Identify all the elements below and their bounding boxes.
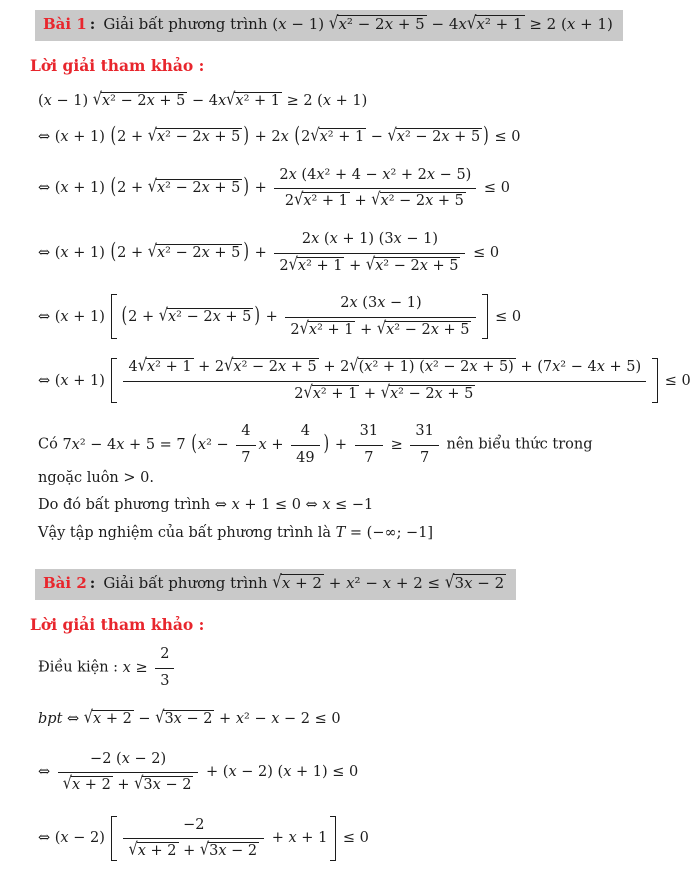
math-segment: ⇔ (x + 1) (2 + √x² − 2x + 5 ) + $\frac{2x (3x - 1)}{\text{2√x² + 1 + √x² − 2x + 5}}$ ≤ 0 [38,295,522,339]
math-line [38,815,614,862]
math-segment: ⇔ (x + 1) (2 + √x² − 2x + 5 ) + $\frac{2x (x + 1) (3x - 1)}{\text{2√x² + 1 + √x² − 2x + 5}}$ ≤ 0 [38,231,500,274]
math-line [38,92,614,112]
math-segment: x ≥ $\frac{2}{3}$ [123,660,178,676]
math-line [38,124,614,149]
text-segment: Vậy tập nghiệm của bất phương trình là [38,524,336,541]
math-segment: ⇔ (x − 2) $\frac{-2}{√x + 2 + √3x - 2}$ + x + 1 ≤ 0 [38,816,369,860]
text-segment: nên biểu thức trong ngoặc luôn > 0. [38,436,593,486]
problem-1-intro: Giải bất phương trình [103,15,268,33]
math-line [38,293,614,340]
problem-1-section [30,10,691,543]
math-segment: (x − 1) √x² − 2x + 5 − 4x√x² + 1 ≥ 2 (x + 1) [38,90,368,110]
math-line [38,496,614,516]
math-line [38,749,614,796]
problem-1-separator: : [89,15,96,33]
text-segment: Điều kiện : [38,659,123,676]
math-line [38,229,614,276]
math-segment: 7x² − 4x + 5 = 7 (x² − $\frac{4}{7}$ x + $\frac{4}{49}$ ) + $\frac{31}{7}$ ≥ $\frac{31}{7}$ [62,437,441,453]
problem-2-section [30,569,614,862]
text-segment: Có [38,436,63,453]
problem-2-intro: Giải bất phương trình [103,574,268,593]
math-line [38,356,691,404]
problem-2-separator: : [89,574,96,593]
math-line [38,644,614,691]
math-segment: ⇔ $\frac{-2 (x - 2)}{√x + 2 + √3x - 2}$ + (x − 2) (x + 1) ≤ 0 [38,750,359,794]
math-segment: ⇔ (x + 1) (2 + √x² − 2x + 5 ) + 2x (2√x² + 1 − √x² − 2x + 5 ) ≤ 0 [38,124,521,149]
math-segment: T = (−∞; −1] [335,524,434,541]
math-line [38,524,614,544]
math-line [38,710,614,730]
problem-1-header [35,10,623,41]
problem-2-statement-math: √x + 2 + x² − x + 2 ≤ √3x − 2 [272,571,505,593]
math-segment: ⇔ (x + 1) (2 + √x² − 2x + 5 ) + $\frac{\text{2x (4x² + 4 − x² + 2x − 5)}}{\text{2√x² + 1 + √x² − 2x + 5}}$ ≤ 0 [38,166,510,210]
problem-1-statement-math: (x − 1) √x² − 2x + 5 − 4x√x² + 1 ≥ 2 (x + 1) [272,12,613,34]
problem-2-badge: Bài 2 [43,574,87,593]
problem-1-solution-label: Lời giải tham khảo : [30,55,205,75]
text-segment: Do đó bất phương trình [38,497,215,514]
math-segment: bpt ⇔ √x + 2 − √3x − 2 + x² − x − 2 ≤ 0 [38,708,341,728]
problem-1-badge: Bài 1 [43,15,87,33]
problem-1-solution-lines [30,90,691,543]
math-segment: ⇔ (x + 1) 4√x² + 1 + 2√x² − 2x + 5 + 2√(x² + 1) (x² − 2x + 5) + (7x² − 4x + 5) 2√x² + 1 + √x² − 2x + 5 ≤ 0 [38,356,691,403]
problem-2-solution-label: Lời giải tham khảo : [30,614,205,634]
problem-2-solution-lines [30,644,614,862]
math-segment: ⇔ x + 1 ≤ 0 ⇔ x ≤ −1 [214,497,374,514]
math-line [38,165,614,212]
problem-2-header [35,569,516,600]
math-line [38,421,614,488]
